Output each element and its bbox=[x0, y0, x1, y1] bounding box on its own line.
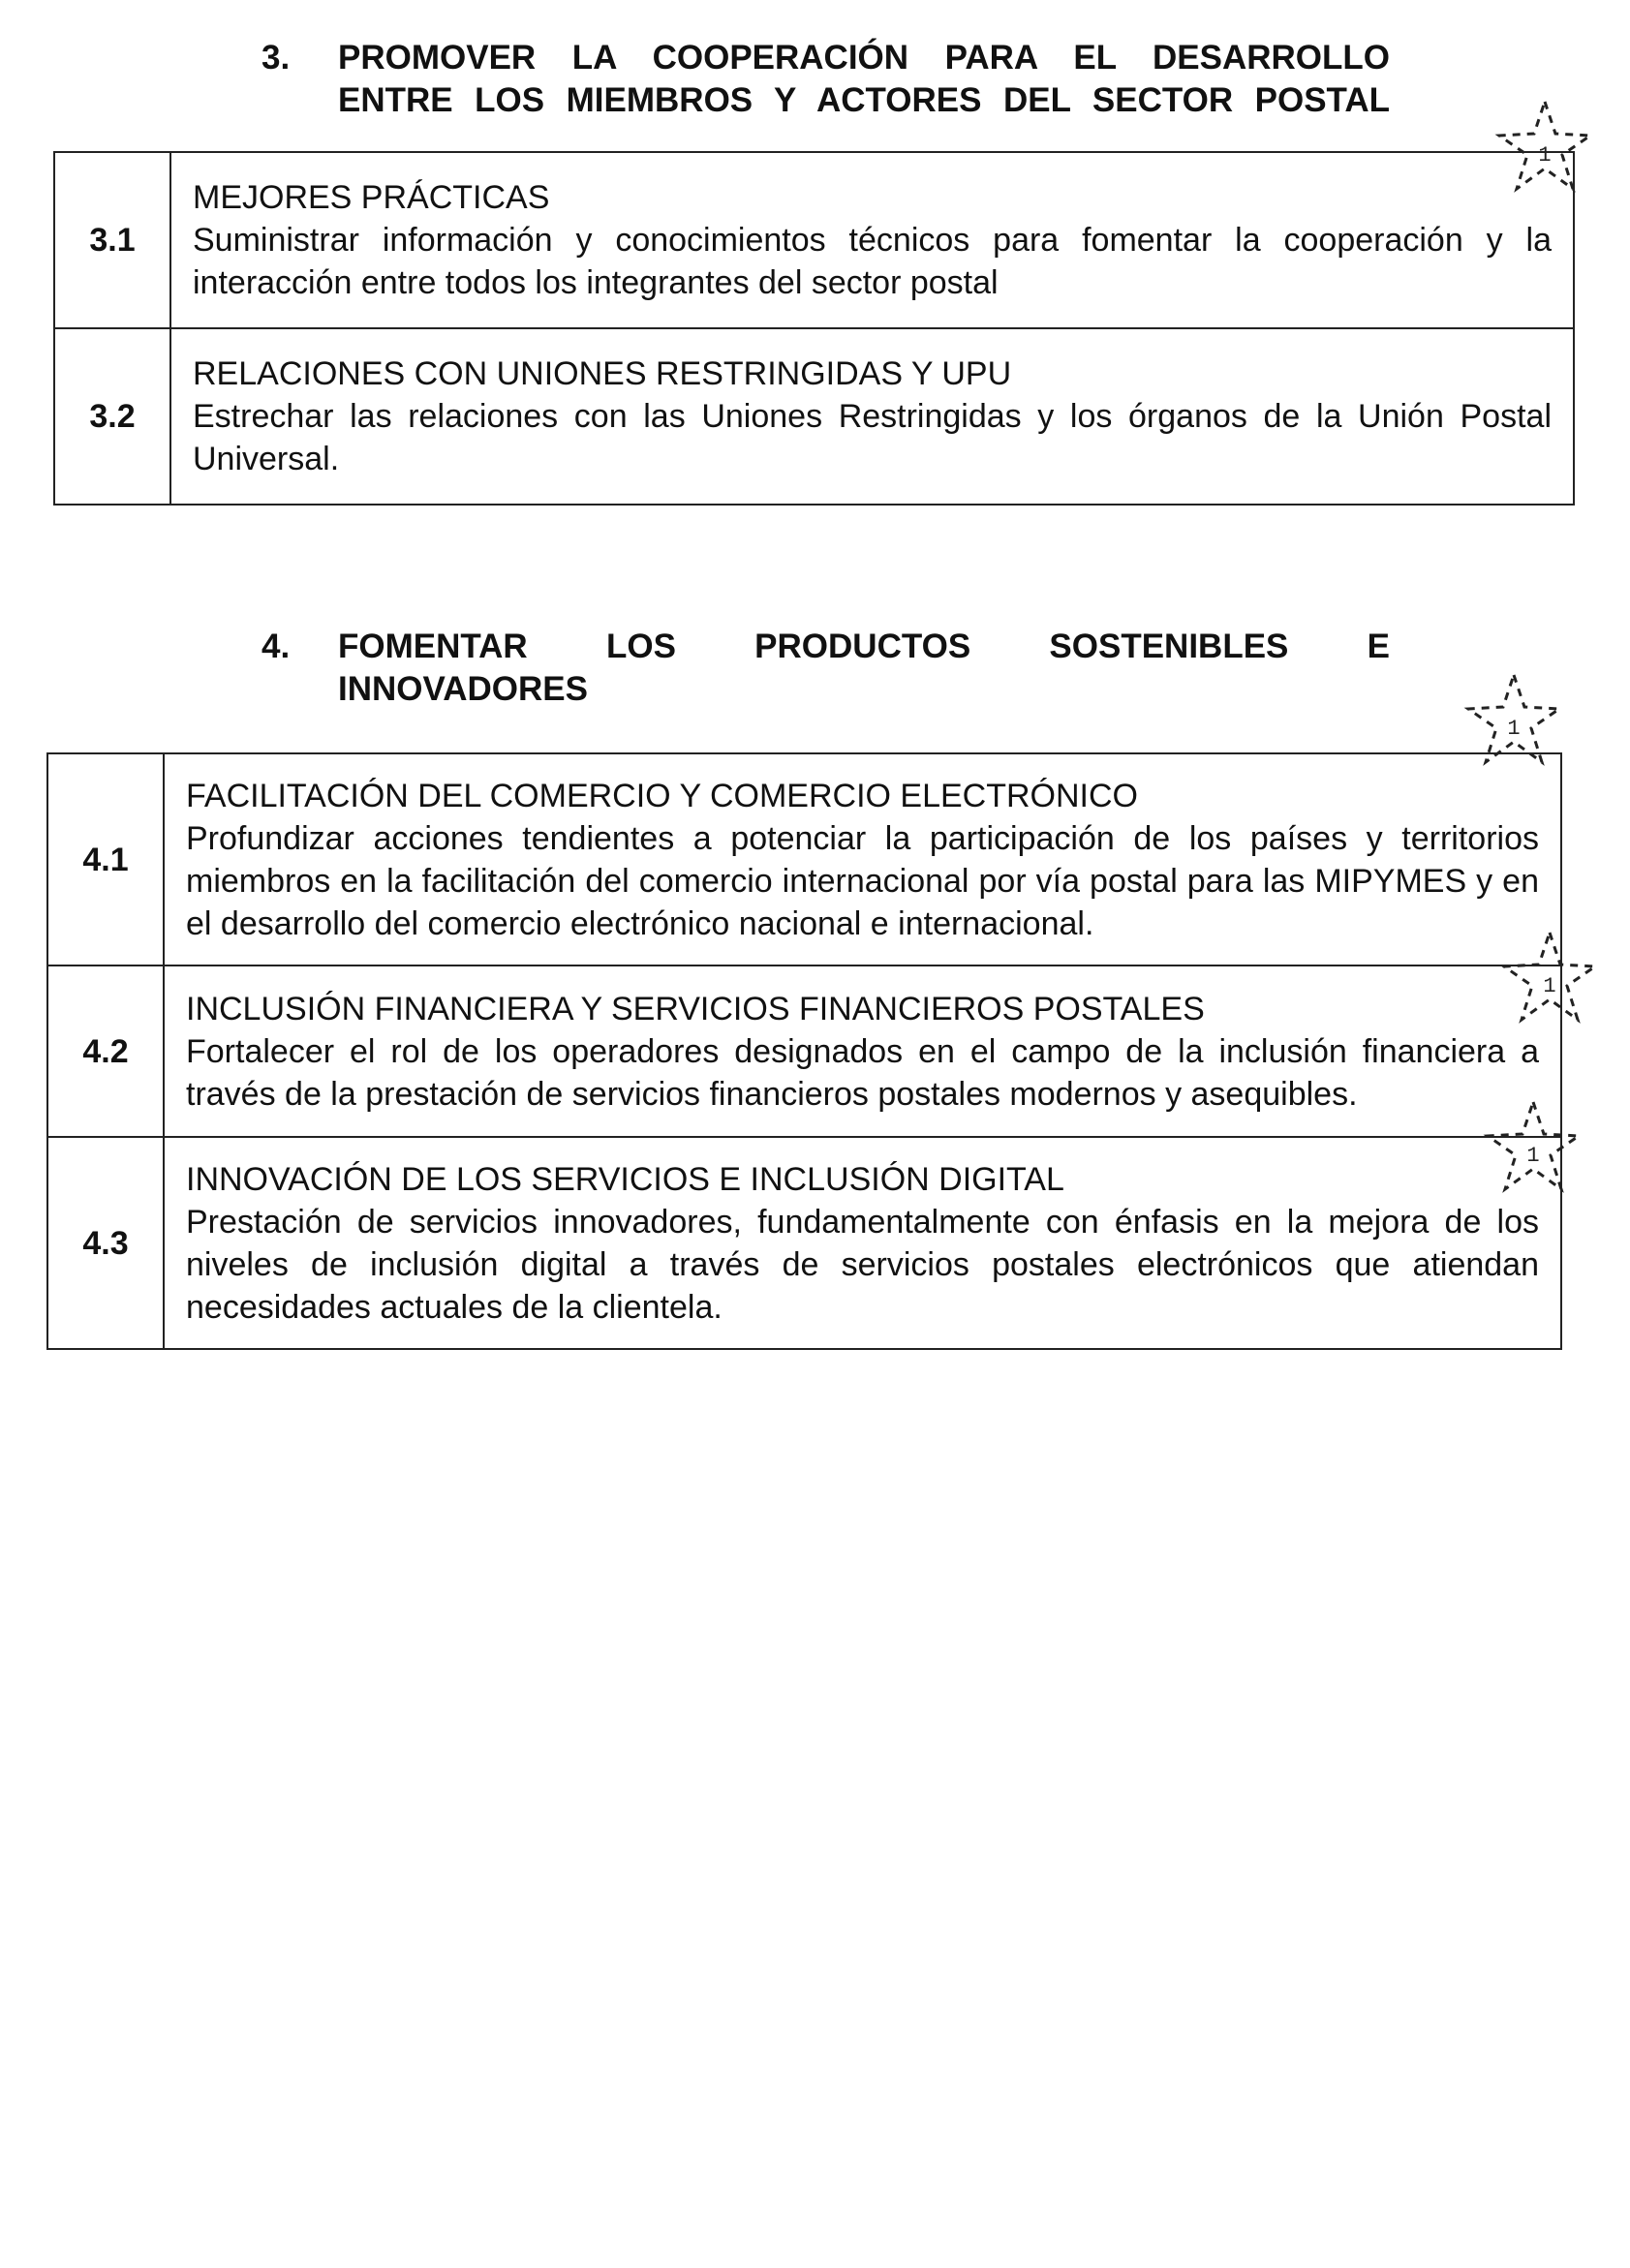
marker-label: 1 bbox=[1526, 1144, 1540, 1168]
section-4-number: 4. bbox=[261, 628, 291, 665]
section-4-table bbox=[46, 752, 1562, 1350]
section-3-title-line1: PROMOVER LA COOPERACIÓN PARA EL DESARROLLO bbox=[338, 39, 1390, 77]
dashed-star-marker-icon bbox=[1496, 928, 1603, 1034]
section-3-heading bbox=[261, 37, 1390, 124]
item-code: 4.2 bbox=[47, 965, 164, 1137]
item-code: 3.2 bbox=[54, 328, 170, 505]
dashed-star-marker-icon bbox=[1461, 670, 1567, 777]
annotation-star-icon[interactable] bbox=[1492, 97, 1598, 203]
table-row bbox=[47, 753, 1561, 965]
section-3-title bbox=[338, 37, 1390, 122]
marker-label: 1 bbox=[1507, 717, 1521, 741]
item-description: Profundizar acciones tendientes a potenciar la participación de los países y territorios miembros en la facilitación del comercio internacional por vía postal para las MIPYMES y en el desarrollo del comercio electrónico nacional e internacional. bbox=[186, 819, 1539, 942]
section-4-heading bbox=[261, 626, 1390, 713]
item-title: INCLUSIÓN FINANCIERA Y SERVICIOS FINANCIEROS POSTALES bbox=[186, 990, 1205, 1027]
annotation-star-icon[interactable] bbox=[1461, 670, 1567, 777]
item-description: Estrechar las relaciones con las Uniones Restringidas y los órganos de la Unión Postal Universal. bbox=[193, 398, 1552, 477]
marker-label: 1 bbox=[1538, 143, 1552, 168]
item-code: 4.3 bbox=[47, 1137, 164, 1349]
item-content bbox=[170, 328, 1574, 505]
item-code: 4.1 bbox=[47, 753, 164, 965]
item-title: FACILITACIÓN DEL COMERCIO Y COMERCIO ELECTRÓNICO bbox=[186, 777, 1138, 814]
section-3-title-line2: ENTRE LOS MIEMBROS Y ACTORES DEL SECTOR POSTAL bbox=[338, 81, 1390, 119]
item-content bbox=[170, 152, 1574, 328]
item-description: Suministrar información y conocimientos técnicos para fomentar la cooperación y la interacción entre todos los integrantes del sector postal bbox=[193, 222, 1552, 301]
item-title: MEJORES PRÁCTICAS bbox=[193, 179, 550, 216]
item-title: RELACIONES CON UNIONES RESTRINGIDAS Y UPU bbox=[193, 355, 1012, 392]
table-row bbox=[47, 965, 1561, 1137]
dashed-star-marker-icon bbox=[1480, 1097, 1586, 1204]
annotation-star-icon[interactable] bbox=[1496, 928, 1603, 1034]
section-3-number: 3. bbox=[261, 39, 291, 77]
section-4-title-line1: FOMENTAR LOS PRODUCTOS SOSTENIBLES E bbox=[338, 628, 1390, 665]
item-title: INNOVACIÓN DE LOS SERVICIOS E INCLUSIÓN DIGITAL bbox=[186, 1160, 1064, 1198]
section-3-table bbox=[53, 151, 1575, 506]
annotation-star-icon[interactable] bbox=[1480, 1097, 1586, 1204]
dashed-star-marker-icon bbox=[1492, 97, 1598, 203]
item-content bbox=[164, 965, 1561, 1137]
item-description: Fortalecer el rol de los operadores designados en el campo de la inclusión financiera a través de la prestación de servicios financieros postales modernos y asequibles. bbox=[186, 1032, 1539, 1113]
item-description: Prestación de servicios innovadores, fundamentalmente con énfasis en la mejora de los niveles de inclusión digital a través de servicios postales electrónicos que atiendan necesidades actuales de la clientela. bbox=[186, 1203, 1539, 1326]
item-content bbox=[164, 1137, 1561, 1349]
item-code: 3.1 bbox=[54, 152, 170, 328]
table-row bbox=[54, 328, 1574, 505]
item-content bbox=[164, 753, 1561, 965]
section-4-title-line2: INNOVADORES bbox=[338, 670, 588, 708]
marker-label: 1 bbox=[1543, 974, 1556, 998]
section-4-title bbox=[338, 626, 1390, 711]
table-row bbox=[54, 152, 1574, 328]
table-row bbox=[47, 1137, 1561, 1349]
